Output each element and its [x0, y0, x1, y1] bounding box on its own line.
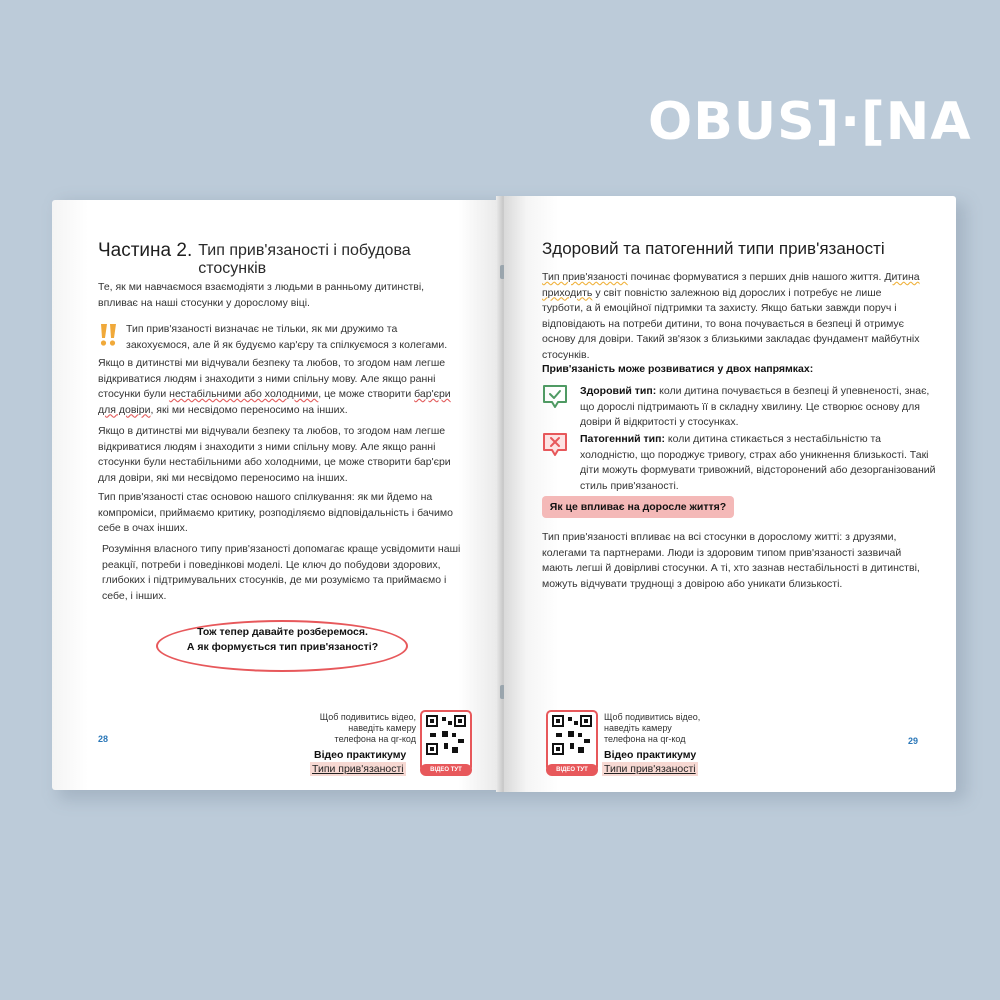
- qr-icon: [552, 715, 592, 755]
- intro-part-a: починає формуватися з перших днів нашого життя.: [627, 271, 885, 283]
- paragraph-1-part-b: , це може створити: [318, 388, 415, 400]
- paragraph-1-part-c: , які ми несвідомо переносимо на інших.: [150, 403, 348, 416]
- warning-text: Тип прив'язаності визначає не тільки, як ми дружимо та закохуємося, але й як будуємо кар'єру та спілкуємося з колегами.: [126, 323, 448, 351]
- right-page-title: Здоровий та патогенний типи прив'язаності: [542, 239, 885, 258]
- healthy-description: [580, 384, 940, 431]
- left-page: [52, 200, 504, 790]
- healthy-label: Здоровий тип:: [580, 385, 657, 397]
- qr-code[interactable]: [420, 710, 472, 772]
- healthy-text: коли дитина почувається в безпеці й упевненості, знає, що дорослі підтримають її в складну хвилину. Це створює основу для довіри й відкритості у стосунках.: [580, 385, 930, 428]
- video-link[interactable]: Типи прив'язаності: [312, 763, 404, 775]
- intro-paragraph: Те, як ми навчаємося взаємодіяти з людьми в ранньому дитинстві, впливає на наші стосунки у дорослому віці.: [98, 281, 425, 309]
- qr-tag: ВІДЕО ТУТ: [420, 764, 472, 776]
- paragraph-4: Розуміння власного типу прив'язаності допомагає краще усвідомити наші реакції, потреби і поведінкові моделі. Це ключ до побудови здорових, глибоких і підтримувальних стосунків, де ми розуміємо та приймаємо і себе, і інших.: [102, 543, 461, 602]
- right-page: [504, 196, 956, 792]
- paragraph-1-part-a: Якщо в дитинстві ми відчували безпеку та любов, то згодом нам легше відкриватися людям і знаходити з ними спільну мову. Але якщо ранні стосунки були: [98, 357, 446, 400]
- video-note: Щоб подивитись відео, наведіть камеру телефона на qr-код: [319, 712, 416, 744]
- video-link[interactable]: Типи прив'язаності: [604, 763, 696, 775]
- brand-logo: OBUS]·[NA: [648, 92, 972, 152]
- exclamation-icon: [98, 322, 120, 348]
- healthy-icon: [542, 384, 568, 410]
- callout-line-1: Тож тепер давайте розберемося.: [197, 626, 368, 638]
- callout-text: [170, 625, 395, 655]
- page-number: 29: [908, 736, 919, 746]
- qr-code[interactable]: [546, 710, 598, 772]
- closing-paragraph: Тип прив'язаності впливає на всі стосунки в дорослому житті: з друзями, колегами та партнерами. Люди із здоровим типом прив'язаності зазвичай мають легші й довірливі стосунки. А ті, хто зазнав нестабільності в дитинстві, можуть відчувати труднощі з довірою або уникати близькості.: [542, 531, 920, 590]
- paragraph-1: [98, 356, 458, 418]
- page-number: 28: [98, 734, 109, 744]
- pathogenic-icon: [542, 432, 568, 458]
- chapter-title: Тип прив'язаності і побудова стосунків: [198, 242, 411, 277]
- video-label: Відео практикуму: [314, 749, 407, 761]
- pathogenic-text: коли дитина стикається з нестабільністю та холодністю, що породжує тривогу, страх або уникнення близькості. Такі діти можуть формувати тривожний, відсторонений або дезорганізований стиль прив'язаності.: [580, 433, 936, 492]
- pathogenic-description: [580, 432, 940, 494]
- directions-heading: Прив'язаність може розвиватися у двох напрямках:: [542, 363, 814, 375]
- video-label: Відео практикуму: [604, 749, 697, 761]
- paragraph-1-highlight-2: бар'єри для довіри: [98, 388, 451, 416]
- chapter-number: Частина 2.: [98, 240, 193, 261]
- paragraph-2: Якщо в дитинстві ми відчували безпеку та любов, то згодом нам легше відкриватися людям і знаходити з ними спільну мову. Але якщо ранні стосунки були нестабільними або холодними, це може створити бар'єри для довіри, які ми несвідомо переносимо на інших.: [98, 425, 451, 484]
- right-intro: [542, 270, 922, 363]
- qr-tag: ВІДЕО ТУТ: [546, 764, 598, 776]
- video-note: Щоб подивитись відео, наведіть камеру телефона на qr-код: [604, 712, 701, 744]
- chapter-heading: [98, 240, 458, 278]
- question-badge: Як це впливає на доросле життя?: [542, 496, 734, 518]
- intro-highlight-2: Дитина приходить: [542, 271, 920, 299]
- intro-highlight-1: Тип прив'язаності: [542, 271, 628, 283]
- paragraph-3: Тип прив'язаності стає основою нашого спілкування: як ми йдемо на компроміси, приймаємо критику, розподіляємо відповідальність і бачимо себе в очах інших.: [98, 491, 453, 534]
- intro-part-b: у світ повністю залежною від дорослих і потребує не лише турботи, а й емоційної підтримки та захисту. Якщо батьки завжди поруч і відповідають на потреби дитини, то вона почувається в безпеці й отримує основу для довіри. Такий зв'язок з близькими закладає фундамент майбутніх стосунків.: [542, 286, 920, 361]
- callout-line-2: А як формується тип прив'язаності?: [186, 641, 379, 653]
- paragraph-1-highlight-1: нестабільними або холодними: [169, 388, 319, 400]
- pathogenic-label: Патогенний тип:: [580, 433, 665, 445]
- qr-icon: [426, 715, 466, 755]
